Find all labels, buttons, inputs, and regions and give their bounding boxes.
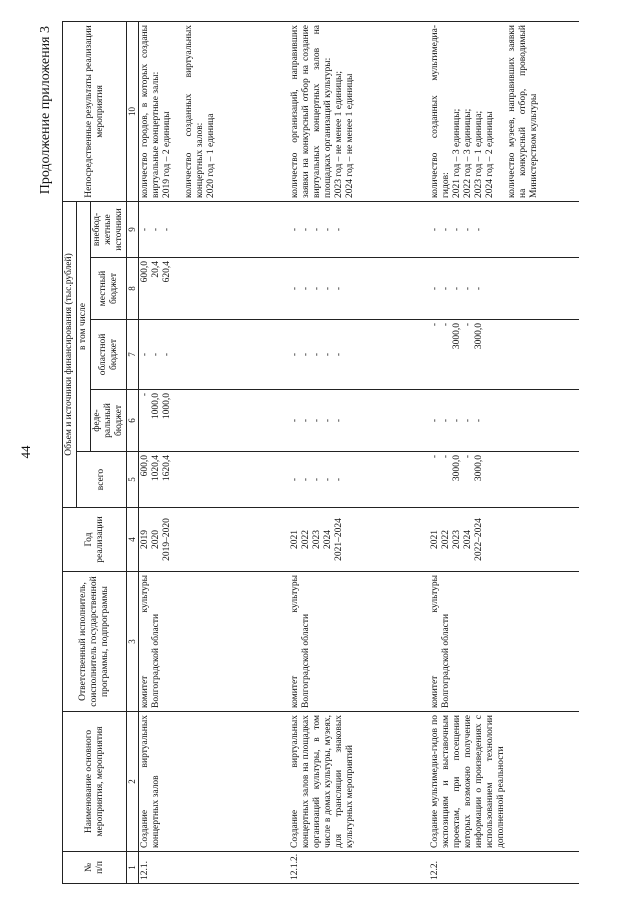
rotated-landscape-page <box>10 12 630 892</box>
column-number: 8 <box>127 258 139 320</box>
column-number: 6 <box>127 390 139 452</box>
page-number: 44 <box>18 445 33 459</box>
row-executor: комитет культуры Волгоградской области <box>289 572 429 712</box>
table-row <box>289 21 429 883</box>
row-federal: - 1000,0 1000,0 <box>139 390 289 452</box>
row-regional: - - 3000,0 - 3000,0 <box>429 320 579 390</box>
header-extrabudget: внебюд- жетные источники <box>91 201 127 257</box>
row-total: 600,0 1020,4 1620,4 <box>139 452 289 508</box>
table-row <box>139 21 289 883</box>
row-event-name: Создание виртуальных концертных залов на площадках организаций культуры, в том числе в домах культуры, музеях, для трансляции знаковых культурных мероприятий <box>289 712 429 852</box>
header-funding: Объем и источники финансирования (тыс.рублей) <box>63 201 77 507</box>
column-number: 7 <box>127 320 139 390</box>
column-number: 3 <box>127 572 139 712</box>
header-including: в том числе <box>77 201 91 451</box>
column-number: 1 <box>127 852 139 884</box>
row-local: - - - - - <box>289 258 429 320</box>
row-years: 2021 2022 2023 2024 2021–2024 <box>289 508 429 572</box>
row-total: - - 3000,0 - 3000,0 <box>429 452 579 508</box>
row-executor: комитет культуры Волгоградской области <box>429 572 579 712</box>
row-regional: - - - <box>139 320 289 390</box>
row-extrabudget: - - - <box>139 201 289 257</box>
row-executor: комитет культуры Волгоградской области <box>139 572 289 712</box>
program-table <box>62 21 579 884</box>
header-result: Непосредственные результаты реализации мероприятия <box>63 21 127 201</box>
header-federal: феде- ральный бюджет <box>91 390 127 452</box>
column-number: 2 <box>127 712 139 852</box>
row-result: количество организаций, направивших заявки на конкурсный отбор на создание виртуальных концертных залов на площадках организаций культуры: 2023 год – не менее 1 единицы; 2024 год – не менее 1 единицы <box>289 21 429 201</box>
column-number: 5 <box>127 452 139 508</box>
row-event-name: Создание мультимедиа-гидов по экспозициям и выставочным проектам, при посещении которых возможно получение информации о произведениях с использованием технологии дополненной реальности <box>429 712 579 852</box>
header-event-name: Наименование основного мероприятия, мероприятия <box>63 712 127 852</box>
column-number: 9 <box>127 201 139 257</box>
row-extrabudget: - - - - - <box>429 201 579 257</box>
row-number: 12.1.2. <box>289 852 429 884</box>
row-number: 12.2. <box>429 852 579 884</box>
row-extrabudget: - - - - - <box>289 201 429 257</box>
row-result: количество городов, в которых созданы виртуальные концертные залы: 2019 год – 2 единицы количество созданных виртуальных концертных залов: 2020 год – 1 единица <box>139 21 289 201</box>
row-result: количество созданных мультимедиа-гидов: 2021 год – 3 единицы; 2022 год – 3 единицы; 2023 год – 1 единица; 2024 год – 2 единицы количество музеев, направивших заявки на конкурсный отбор, проводимый Министерством культуры <box>429 21 579 201</box>
row-local: 600,0 20,4 620,4 <box>139 258 289 320</box>
row-total: - - - - - <box>289 452 429 508</box>
continuation-caption: Продолжение приложения 3 <box>38 26 53 195</box>
row-years: 2019 2020 2019–2020 <box>139 508 289 572</box>
header-local: местный бюджет <box>91 258 127 320</box>
header-number: № п/п <box>63 852 127 884</box>
row-local: - - - - - <box>429 258 579 320</box>
row-federal: - - - - - <box>429 390 579 452</box>
header-total: всего <box>77 452 127 508</box>
header-regional: областной бюджет <box>91 320 127 390</box>
row-event-name: Создание виртуальных концертных залов <box>139 712 289 852</box>
row-years: 2021 2022 2023 2024 2022–2024 <box>429 508 579 572</box>
row-regional: - - - - - <box>289 320 429 390</box>
header-executor: Ответственный исполнитель, соисполнитель государственной программы, подпрограммы <box>63 572 127 712</box>
column-number: 4 <box>127 508 139 572</box>
row-federal: - - - - - <box>289 390 429 452</box>
table-row <box>429 21 579 883</box>
row-number: 12.1. <box>139 852 289 884</box>
header-year: Год реализации <box>63 508 127 572</box>
column-number: 10 <box>127 21 139 201</box>
